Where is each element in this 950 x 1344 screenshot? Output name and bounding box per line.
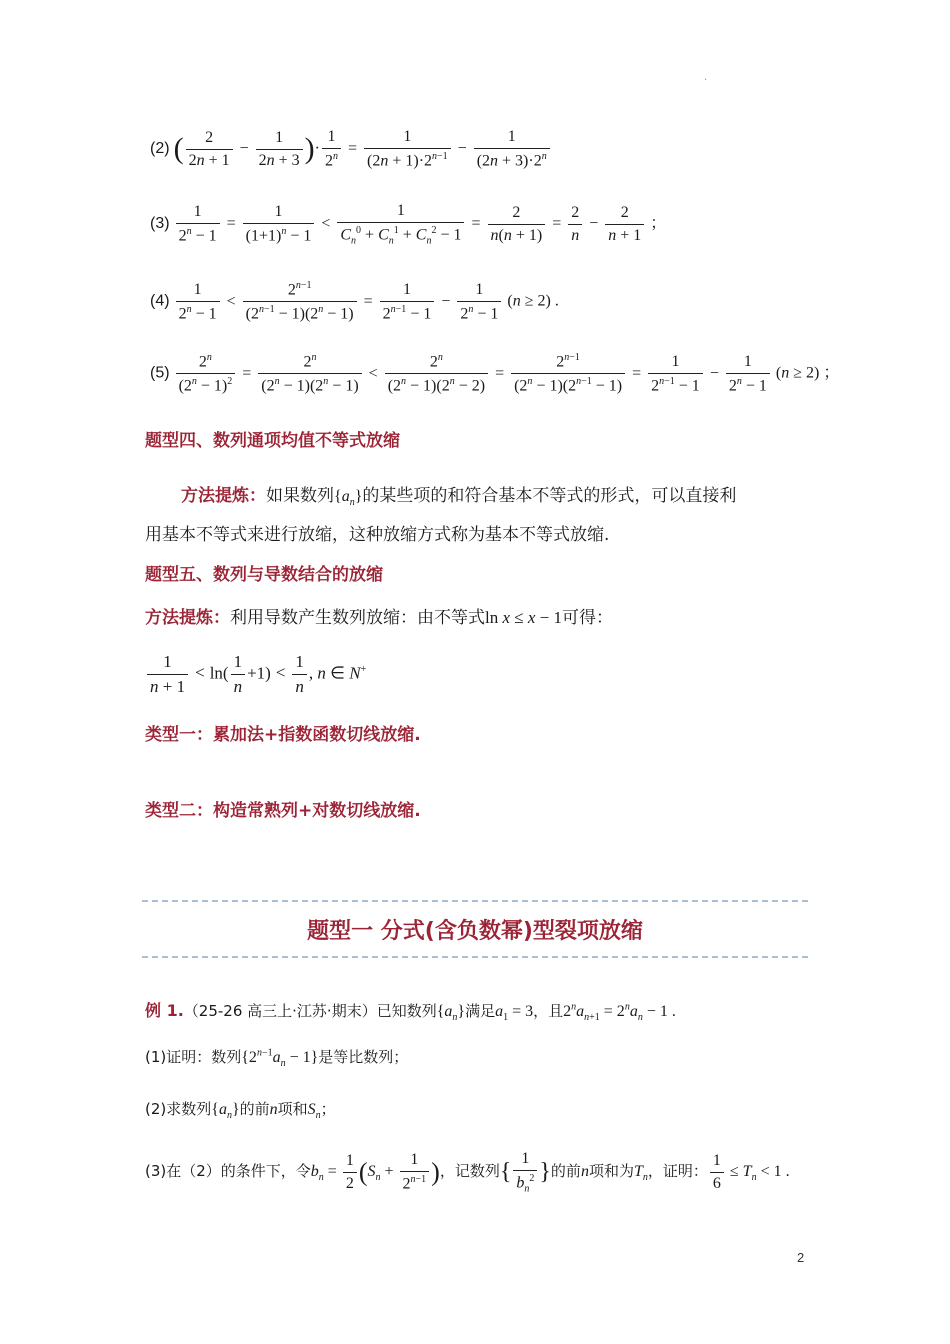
question-text: 项和: [277, 1100, 308, 1118]
question-3: (3)在（2）的条件下，令$b_n$ = $\frac{1}{2}$ ($S_n$ + $\frac{1}{2^{n-1}}$ )，记数列{ $\frac{1}{b_n^2}$ }的前n项和为$T_n$，证明： $\frac{1}{6}$ ≤ $T_n < 1$ .: [145, 1150, 790, 1195]
formula-label: (2): [150, 139, 170, 157]
example-label: 例 1.: [145, 1001, 184, 1020]
top-mark: .: [704, 72, 708, 83]
question-1: (1)证明：数列$\{2^{n-1}a_n - 1\}$是等比数列；: [145, 1047, 409, 1070]
question-text: (2)求数列: [145, 1100, 212, 1118]
type5-sub2: 类型二：构造常熟列+对数切线放缩.: [145, 801, 421, 821]
example-source: （25-26 高三上·江苏·期末）已知数列: [183, 1002, 437, 1020]
method-text: 的某些项的和符合基本不等式的形式，可以直接利: [362, 486, 737, 506]
method-text: 利用导数产生数列放缩：由不等式: [230, 608, 485, 628]
ln-inequality: $\frac{1}{n + 1}$ < ln( $\frac{1}{n}$ +1) < $\frac{1}{n}$ , n ∈ N+: [145, 652, 366, 697]
formula-label: (4): [150, 292, 170, 310]
method-text: 用基本不等式来进行放缩，这种放缩方式称为基本不等式放缩.: [145, 525, 610, 546]
section-divider-bottom: [142, 956, 808, 958]
question-text: ，记数列: [439, 1161, 500, 1180]
question-text: (3)在（2）的条件下，令: [145, 1161, 311, 1180]
question-text: 是等比数列；: [318, 1048, 409, 1066]
question-2: (2)求数列$\{a_n\}$的前n项和$S_n$；: [145, 1100, 336, 1122]
method-tail: 可得：: [562, 608, 614, 628]
question-text: 的前: [550, 1161, 581, 1180]
formula-4: (4) $\frac{1}{2^n - 1}$ < $\frac{2^{n-1}}{(2^{n-1} - 1)(2^n - 1)}$ = $\frac{1}{2^{n-1} - 1}$ − $\frac{1}{2^n - 1}$ (n ≥ 2) .: [150, 280, 559, 323]
section-title: 题型一 分式(含负数幂)型裂项放缩: [307, 919, 643, 944]
question-text: 项和为: [588, 1161, 634, 1180]
formula-3: (3) $\frac{1}{2^n - 1}$ = $\frac{1}{(1+1)^n - 1}$ < $\frac{1}{C_n^0 + C_n^1 + C_n^2 - 1}$ = $\frac{2}{n(n + 1)}$ = $\frac{2}{n}$ − $\frac{2}{n + 1}$ ；: [150, 202, 667, 247]
question-text: 的前: [239, 1100, 270, 1118]
formula-2: (2) ( $\frac{2}{2n + 1}$ − $\frac{1}{2n + 3}$ )· $\frac{1}{2^n}$ = $\frac{1}{(2n + 1)\cdot 2^{n-1}}$ − $\frac{1}{(2n + 3)\cdot 2^n}$: [150, 128, 552, 170]
question-text: (1)证明：数列: [145, 1048, 242, 1066]
section-divider-top: [142, 900, 808, 902]
method-label: 方法提炼：: [181, 486, 266, 506]
type5-sub1: 类型一：累加法+指数函数切线放缩.: [145, 725, 421, 745]
type5-heading: 题型五、数列与导数结合的放缩: [145, 565, 383, 585]
formula-5: (5) $\frac{2^n}{(2^n - 1)^2}$ = $\frac{2^n}{(2^n - 1)(2^n - 1)}$ < $\frac{2^n}{(2^n - 1)(2^n - 2)}$ = $\frac{2^{n-1}}{(2^n - 1)(2^{n-1} - 1)}$ = $\frac{1}{2^{n-1} - 1}$ − $\frac{1}{2^n - 1}$ (n ≥ 2) ；: [150, 352, 840, 395]
example-1: 例 1.（25-26 高三上·江苏·期末）已知数列$\{a_n\}$满足$a_1 = 3$，且$2^na_{n+1} = 2^na_n - 1$ .: [145, 1001, 676, 1024]
question-text: ；: [320, 1100, 336, 1118]
example-text: 满足: [465, 1002, 496, 1020]
question-text: ，证明：: [647, 1161, 708, 1180]
formula-label: (5): [150, 364, 170, 382]
type4-heading: 题型四、数列通项均值不等式放缩: [145, 431, 400, 451]
method-label: 方法提炼：: [145, 608, 230, 628]
type4-method: 方法提炼：如果数列$\{a_n\}$的某些项的和符合基本不等式的形式，可以直接利 用基本不等式来进行放缩，这种放缩方式称为基本不等式放缩.: [145, 486, 737, 546]
type5-method: 方法提炼：利用导数产生数列放缩：由不等式ln x ≤ x − 1可得：: [145, 608, 614, 628]
example-text: ，且: [533, 1002, 564, 1020]
method-text: 如果数列: [266, 486, 334, 506]
formula-label: (3): [150, 214, 170, 232]
page-number: 2: [797, 1250, 805, 1265]
